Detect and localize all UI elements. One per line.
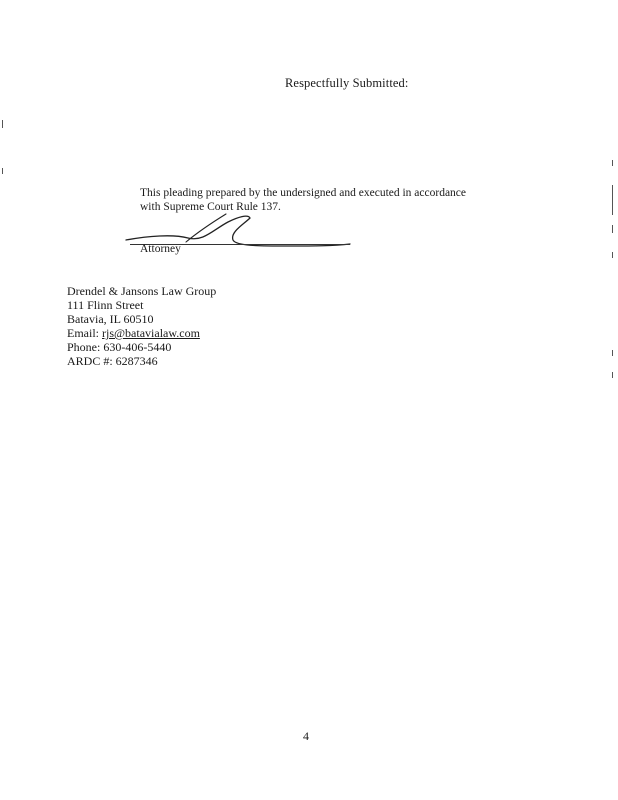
scan-artifact [612, 225, 613, 233]
signature-label: Attorney [140, 243, 181, 255]
firm-phone: Phone: 630-406-5440 [67, 340, 172, 354]
page-number: 4 [303, 729, 309, 743]
firm-city: Batavia, IL 60510 [67, 312, 154, 326]
scan-artifact [612, 185, 613, 215]
firm-email-row [67, 326, 216, 340]
scan-artifact [612, 160, 613, 166]
scan-artifact [612, 252, 613, 258]
firm-address-block [67, 284, 216, 368]
scan-artifact [2, 168, 3, 174]
scan-artifact [612, 372, 613, 378]
certification-line-1: This pleading prepared by the undersigned and executed in accordance [140, 187, 467, 199]
scan-artifact [2, 120, 3, 128]
firm-ardc: ARDC #: 6287346 [67, 354, 158, 368]
email-label: Email: [67, 326, 102, 340]
email-link[interactable]: rjs@batavialaw.com [102, 326, 200, 340]
firm-street: 111 Flinn Street [67, 298, 144, 312]
certification-line-2: with Supreme Court Rule 137. [140, 201, 281, 213]
closing-text: Respectfully Submitted: [285, 76, 409, 90]
scan-artifact [612, 350, 613, 356]
firm-name: Drendel & Jansons Law Group [67, 284, 217, 298]
